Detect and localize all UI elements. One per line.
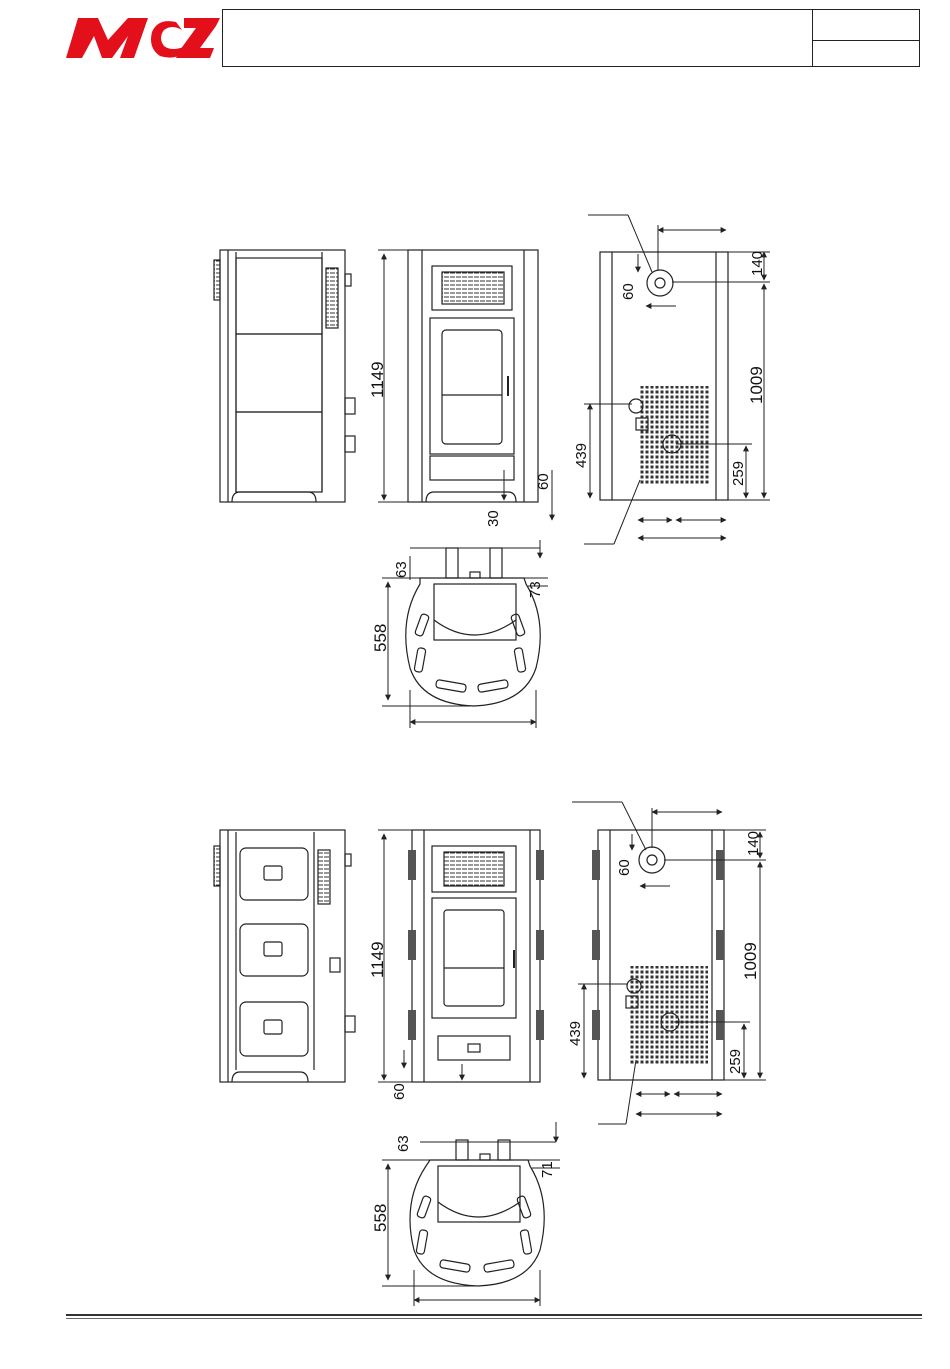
height-label-1: 1149 (368, 361, 387, 398)
footer-rule-thin (66, 1318, 922, 1319)
side-pipe-label-1: 60 (620, 283, 637, 300)
top-rear-label-1: 63 (393, 561, 410, 578)
top-offset-label-2: 140 (745, 830, 762, 856)
top-offset-label-1: 140 (749, 250, 766, 276)
dimension-lines (378, 215, 770, 1306)
outlet-label-2: 259 (727, 1048, 744, 1074)
air-inlet-label-1: 439 (573, 442, 590, 468)
side-pipe-label-2: 60 (616, 859, 633, 876)
front-view-1 (408, 250, 538, 502)
flue-height-label-1: 1009 (747, 366, 766, 404)
outlet-label-1: 259 (730, 460, 747, 486)
top-view-1 (406, 548, 540, 706)
footer-rule (66, 1314, 922, 1316)
feet-label-1: 30 (485, 510, 502, 527)
top-side-label-2: 71 (539, 1161, 556, 1178)
side-view-2 (214, 830, 355, 1082)
top-rear-label-2: 63 (395, 1135, 412, 1152)
depth-label-2: 558 (371, 1203, 390, 1232)
ground-label-2: 60 (391, 1083, 408, 1100)
drawing-1 (214, 250, 728, 706)
top-view-2 (410, 1140, 544, 1286)
top-side-label-1: 73 (527, 581, 544, 598)
depth-label-1: 558 (371, 623, 390, 652)
rear-view-2 (592, 830, 724, 1080)
drawing-2 (214, 830, 724, 1286)
side-view-1 (214, 250, 355, 502)
height-label-2: 1149 (368, 941, 387, 978)
flue-height-label-2: 1009 (741, 942, 760, 980)
front-view-2 (408, 830, 544, 1082)
ground-label-1: 60 (535, 473, 552, 490)
air-inlet-label-2: 439 (567, 1020, 584, 1046)
